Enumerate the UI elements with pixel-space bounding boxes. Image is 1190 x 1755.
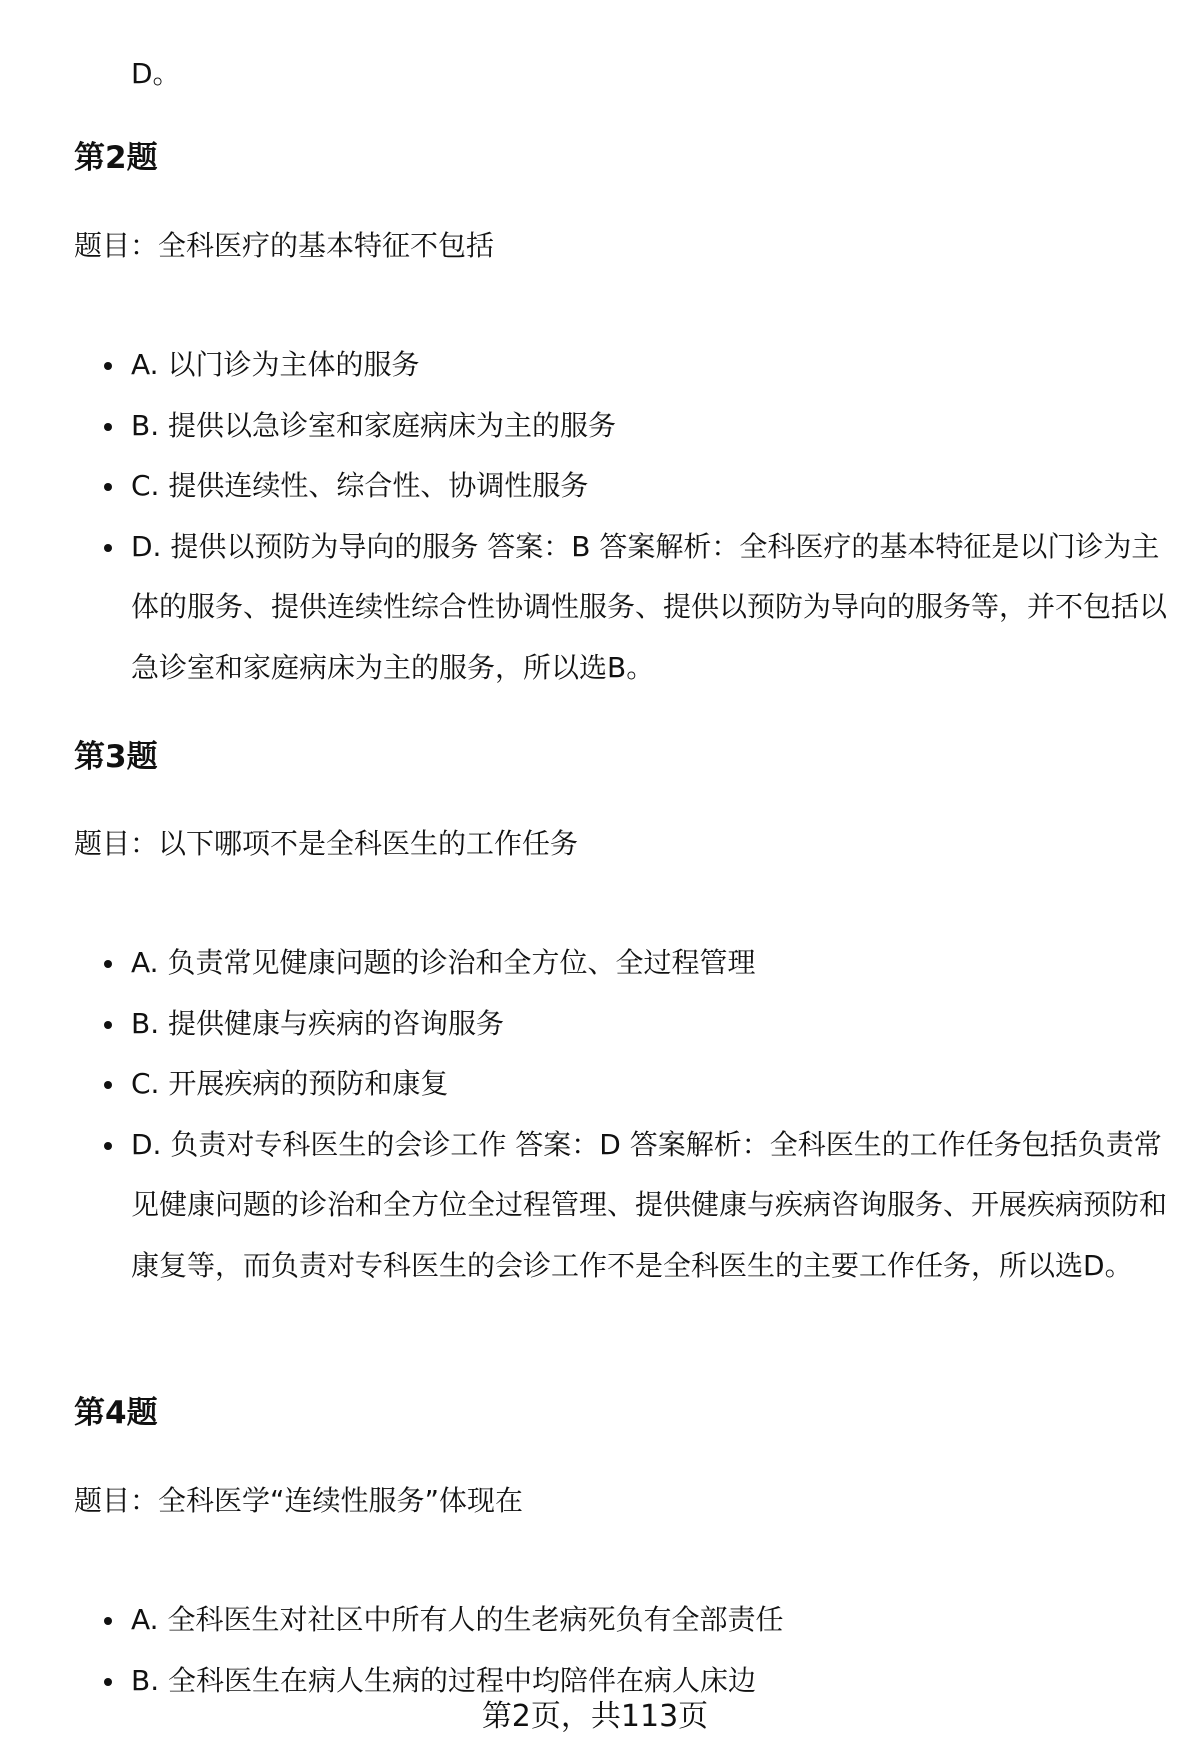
option-item: A. 负责常见健康问题的诊治和全方位、全过程管理	[102, 933, 1172, 994]
question-stem: 题目：全科医学“连续性服务”体现在	[74, 1484, 524, 1517]
option-item: D. 负责对专科医生的会诊工作 答案：D 答案解析：全科医生的工作任务包括负责常见健康问题的诊治和全方位全过程管理、提供健康与疾病咨询服务、开展疾病预防和康复等，而负责对专科医生的会诊工作不是全科医生的主要工作任务，所以选D。	[102, 1115, 1172, 1297]
option-list	[102, 335, 1172, 698]
question-stem: 题目：以下哪项不是全科医生的工作任务	[74, 827, 579, 860]
option-item: C. 提供连续性、综合性、协调性服务	[102, 456, 1172, 517]
option-item: A. 全科医生对社区中所有人的生老病死负有全部责任	[102, 1590, 1172, 1651]
option-item: B. 提供以急诊室和家庭病床为主的服务	[102, 396, 1172, 457]
question-title: 第4题	[74, 1395, 158, 1431]
option-item: B. 提供健康与疾病的咨询服务	[102, 994, 1172, 1055]
option-list	[102, 933, 1172, 1296]
option-list	[102, 1590, 1172, 1711]
question-title: 第2题	[74, 140, 158, 176]
option-item: A. 以门诊为主体的服务	[102, 335, 1172, 396]
question-title: 第3题	[74, 739, 158, 775]
page-number-footer: 第2页，共113页	[481, 1699, 709, 1734]
question-stem: 题目：全科医疗的基本特征不包括	[74, 229, 495, 262]
option-item: B. 全科医生在病人生病的过程中均陪伴在病人床边	[102, 1651, 1172, 1712]
option-item: C. 开展疾病的预防和康复	[102, 1054, 1172, 1115]
carry-over-text: D。	[131, 57, 181, 90]
option-item: D. 提供以预防为导向的服务 答案：B 答案解析：全科医疗的基本特征是以门诊为主体的服务、提供连续性综合性协调性服务、提供以预防为导向的服务等，并不包括以急诊室和家庭病床为主的服务，所以选B。	[102, 517, 1172, 699]
